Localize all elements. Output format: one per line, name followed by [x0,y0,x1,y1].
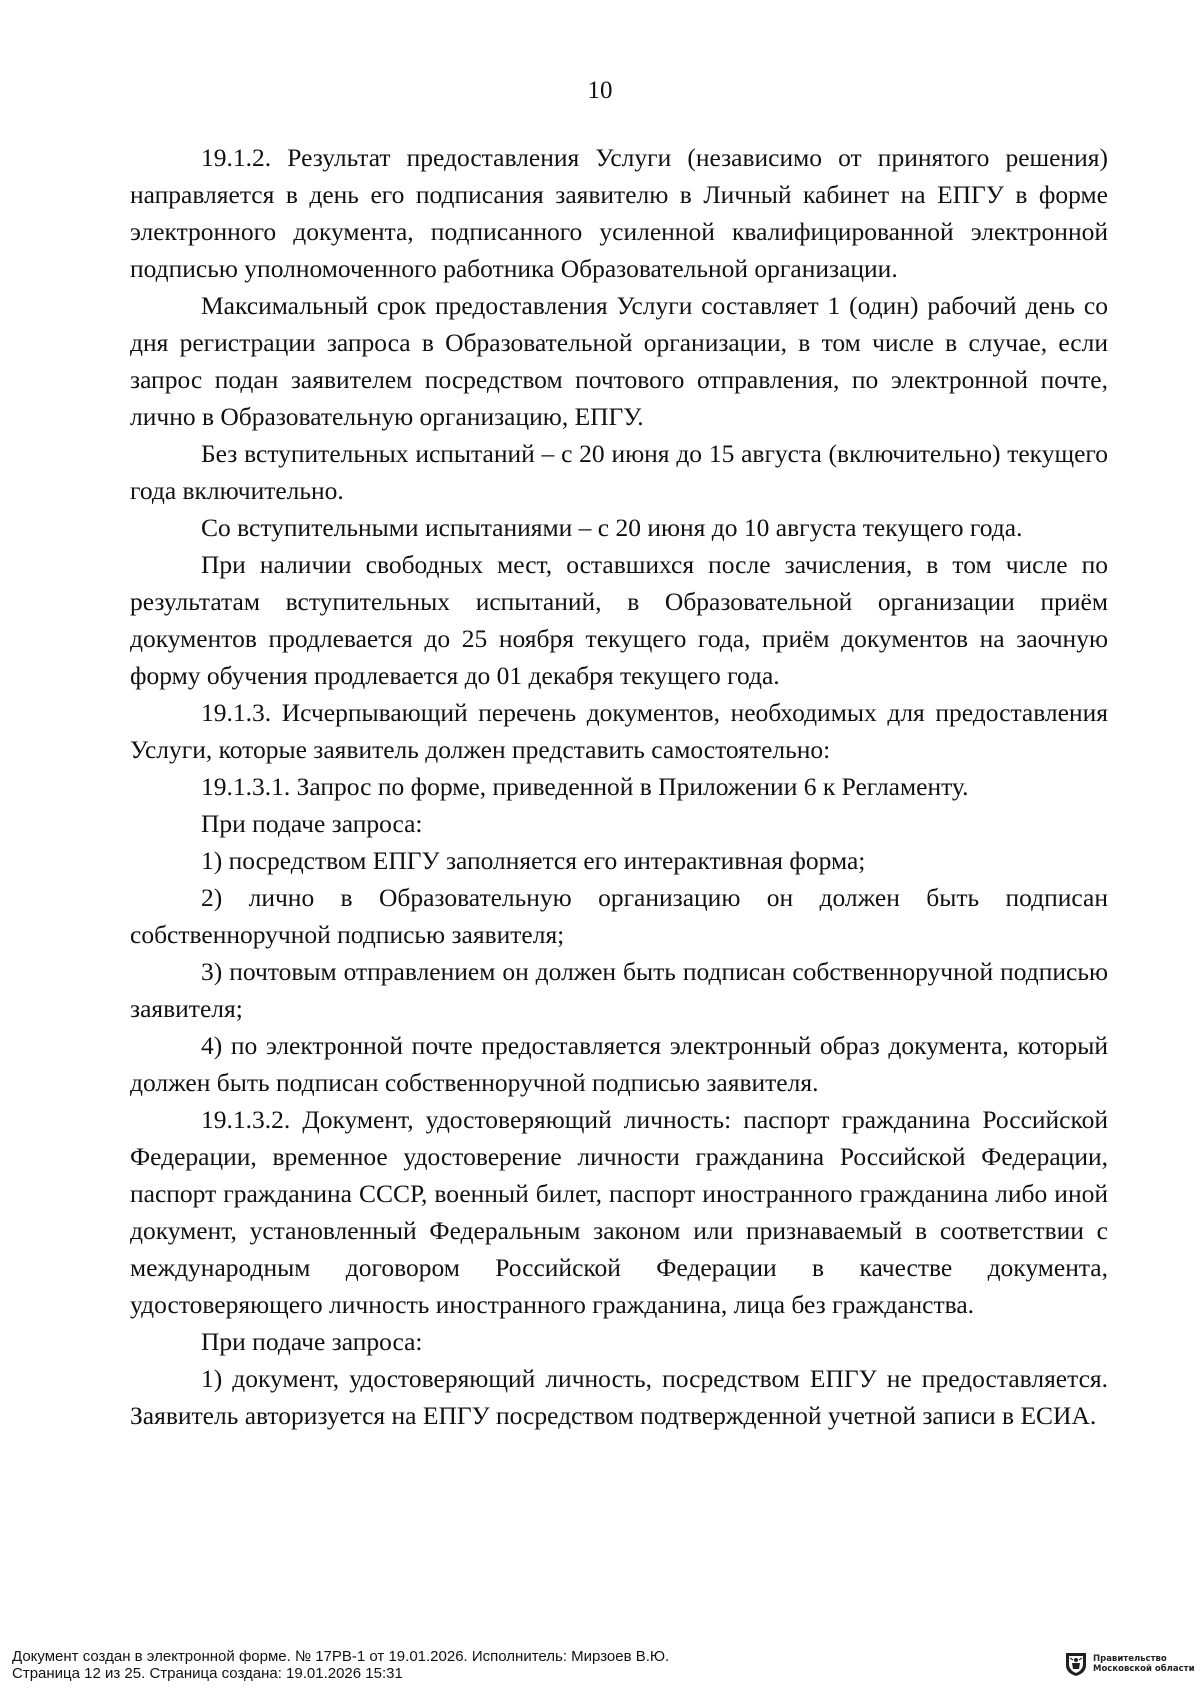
paragraph: 2) лично в Образовательную организацию он должен быть подписан собственноручной подписью заявителя; [130,883,1108,949]
government-logo [1064,1651,1195,1677]
footer-line-page-info: Страница 12 из 25. Страница создана: 19.01.2026 15:31 [12,1665,403,1682]
paragraph: Со вступительными испытаниями – с 20 июня до 10 августа текущего года. [201,513,1023,542]
logo-text [1093,1654,1195,1674]
paragraph: 1) посредством ЕПГУ заполняется его интерактивная форма; [201,846,866,875]
paragraph: При подаче запроса: [201,1327,423,1356]
paragraph: При подаче запроса: [201,809,423,838]
page-number: 10 [587,77,613,104]
paragraph: 19.1.3.2. Документ, удостоверяющий личность: паспорт гражданина Российской Федерации, временное удостоверение личности гражданина Российской Федерации, паспорт гражданина СССР, военный билет, паспорт иностранного гражданина либо иной документ, установленный Федеральным законом или признаваемый в соответствии с международным договором Российской Федерации в качестве документа, удостоверяющего личность иностранного гражданина, лица без гражданства. [130,1105,1108,1319]
paragraph: 1) документ, удостоверяющий личность, посредством ЕПГУ не предоставляется. Заявитель авторизуется на ЕПГУ посредством подтвержденной учетной записи в ЕСИА. [130,1364,1108,1430]
logo-text-line1: Правительство [1093,1654,1167,1664]
paragraph: 19.1.3.1. Запрос по форме, приведенной в Приложении 6 к Регламенту. [201,772,969,801]
paragraph: Максимальный срок предоставления Услуги составляет 1 (один) рабочий день со дня регистрации запроса в Образовательной организации, в том числе в случае, если запрос подан заявителем посредством почтового отправления, по электронной почте, лично в Образовательную организацию, ЕПГУ. [130,291,1108,431]
paragraph: 19.1.2. Результат предоставления Услуги (независимо от принятого решения) направляется в день его подписания заявителю в Личный кабинет на ЕПГУ в форме электронного документа, подписанного усиленной квалифицированной электронной подписью уполномоченного работника Образовательной организации. [130,143,1108,283]
footer-line-document-info: Документ создан в электронной форме. № 17РВ-1 от 19.01.2026. Исполнитель: Мирзоев В.Ю. [12,1648,670,1665]
paragraph: Без вступительных испытаний – с 20 июня до 15 августа (включительно) текущего года включительно. [130,439,1108,505]
paragraph: 19.1.3. Исчерпывающий перечень документов, необходимых для предоставления Услуги, которые заявитель должен представить самостоятельно: [130,698,1108,764]
document-body [130,139,1108,1434]
document-footer [12,1648,669,1682]
paragraph: 4) по электронной почте предоставляется электронный образ документа, который должен быть подписан собственноручной подписью заявителя. [130,1031,1108,1097]
coat-of-arms-icon [1064,1651,1088,1677]
paragraph: 3) почтовым отправлением он должен быть подписан собственноручной подписью заявителя; [130,957,1108,1023]
logo-text-line2: Московской области [1093,1664,1195,1674]
paragraph: При наличии свободных мест, оставшихся после зачисления, в том числе по результатам вступительных испытаний, в Образовательной организации приём документов продлевается до 25 ноября текущего года, приём документов на заочную форму обучения продлевается до 01 декабря текущего года. [130,550,1108,690]
